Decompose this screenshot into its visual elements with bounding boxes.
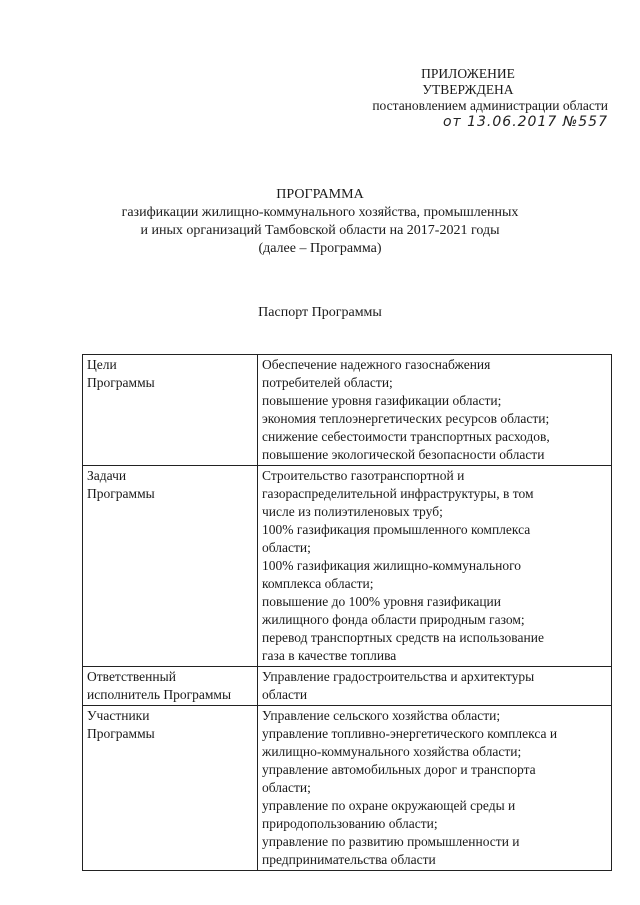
- content-line: управление топливно-энергетического комплекса и: [262, 726, 558, 741]
- label-line: исполнитель Программы: [87, 687, 232, 702]
- passport-table: [82, 354, 612, 871]
- approval-date-number: от 13.06.2017 №557: [442, 114, 608, 130]
- content-line: управление по охране окружающей среды и: [262, 798, 516, 813]
- approval-approved: УТВЕРЖДЕНА: [422, 82, 514, 97]
- content-line: области: [262, 687, 308, 702]
- content-line: числе из полиэтиленовых труб;: [262, 504, 443, 519]
- label-line: Задачи: [87, 468, 127, 483]
- content-line: Обеспечение надежного газоснабжения: [262, 357, 491, 372]
- approval-appendix: ПРИЛОЖЕНИЕ: [421, 66, 515, 81]
- content-line: области;: [262, 780, 311, 795]
- program-title: [0, 186, 640, 258]
- row-label: [83, 355, 258, 466]
- content-line: газораспределительной инфраструктуры, в том: [262, 486, 534, 501]
- program-title-line-3: (далее – Программа): [258, 241, 382, 256]
- content-line: 100% газификация промышленного комплекса: [262, 522, 531, 537]
- label-line: Программы: [87, 726, 155, 741]
- program-title-line-2: и иных организаций Тамбовской области на 2017-2021 годы: [140, 223, 500, 238]
- content-line: предпринимательства области: [262, 852, 436, 867]
- content-line: управление автомобильных дорог и транспорта: [262, 762, 536, 777]
- content-line: газа в качестве топлива: [262, 648, 397, 663]
- label-line: Участники: [87, 708, 150, 723]
- program-title-line-1: газификации жилищно-коммунального хозяйства, промышленных: [121, 205, 519, 220]
- approval-by-decree: постановлением администрации области: [372, 98, 608, 113]
- row-content: [258, 706, 612, 871]
- passport-title: Паспорт Программы: [258, 305, 382, 320]
- content-line: снижение себестоимости транспортных расходов,: [262, 429, 550, 444]
- approval-stamp: [328, 66, 608, 130]
- content-line: потребителей области;: [262, 375, 393, 390]
- row-label: [83, 667, 258, 706]
- program-heading: ПРОГРАММА: [276, 187, 364, 202]
- content-line: комплекса области;: [262, 576, 374, 591]
- content-line: повышение до 100% уровня газификации: [262, 594, 501, 609]
- content-line: повышение уровня газификации области;: [262, 393, 502, 408]
- row-content: [258, 466, 612, 667]
- row-label: [83, 466, 258, 667]
- row-content: [258, 355, 612, 466]
- table-row: [83, 706, 612, 871]
- content-line: управление по развитию промышленности и: [262, 834, 520, 849]
- table-row: [83, 466, 612, 667]
- row-content: [258, 667, 612, 706]
- label-line: Программы: [87, 486, 155, 501]
- label-line: Ответственный: [87, 669, 176, 684]
- content-line: перевод транспортных средств на использование: [262, 630, 544, 645]
- table-row: [83, 355, 612, 466]
- content-line: жилищного фонда области природным газом;: [262, 612, 525, 627]
- content-line: Строительство газотранспортной и: [262, 468, 465, 483]
- row-label: [83, 706, 258, 871]
- content-line: природопользованию области;: [262, 816, 438, 831]
- content-line: Управление сельского хозяйства области;: [262, 708, 501, 723]
- content-line: 100% газификация жилищно-коммунального: [262, 558, 522, 573]
- content-line: экономия теплоэнергетических ресурсов области;: [262, 411, 550, 426]
- label-line: Цели: [87, 357, 117, 372]
- content-line: жилищно-коммунального хозяйства области;: [262, 744, 522, 759]
- content-line: Управление градостроительства и архитектуры: [262, 669, 535, 684]
- content-line: повышение экологической безопасности области: [262, 447, 545, 462]
- label-line: Программы: [87, 375, 155, 390]
- content-line: области;: [262, 540, 311, 555]
- table-row: [83, 667, 612, 706]
